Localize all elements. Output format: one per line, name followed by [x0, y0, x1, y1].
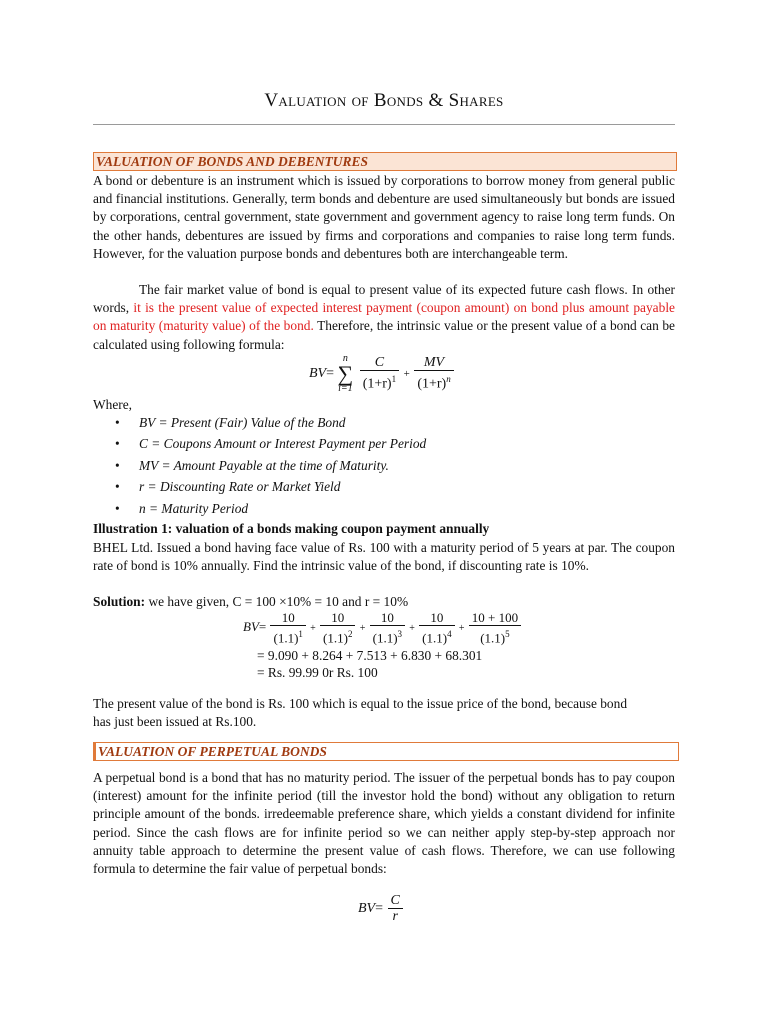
fair-value-paragraph — [93, 281, 675, 354]
maturity-term-numerator: MV — [414, 355, 453, 371]
calc-plus: + — [409, 623, 415, 635]
summation-sign — [338, 354, 354, 394]
illustration-calculation — [243, 610, 522, 646]
perp-fraction — [388, 893, 403, 925]
perpetual-paragraph: A perpetual bond is a bond that has no maturity period. The issuer of the perpetual bonds has to pay coupon (interest) amount for the infinite period (till the investor hold the bond) without any obligation to return principle amount of the bonds. irredeemable preference share, which yields a constant dividend for infinite period. Since the cash flows are for infinite period so we can neither apply step-by-step approach nor annuity table approach to determine the present value of cash flows. Therefore, we can use following formula to determine the fair value of perpetual bonds: — [93, 770, 675, 877]
calc-plus: + — [458, 623, 465, 635]
formula-lhs: BV — [309, 366, 327, 382]
calc-plus: + — [359, 623, 366, 635]
coupon-term — [360, 355, 399, 393]
calc-term: $\frac{10}{(1.1)^2}$ — [320, 610, 355, 646]
fair-value-highlight: it is the present value of expected interest payment (coupon amount) on bond plus amount payable on maturity (maturity value) of the bond. — [93, 300, 675, 334]
illustration-heading: Illustration 1: valuation of a bonds making coupon payment annually — [93, 521, 490, 536]
page-title: Valuation of Bonds & Shares — [264, 90, 504, 111]
calc-term: $\frac{10}{(1.1)^4}$ — [419, 610, 454, 646]
definition-item: • BV = Present (Fair) Value of the Bond — [93, 412, 653, 433]
definition-item: • MV = Amount Payable at the time of Maturity. — [93, 455, 653, 476]
title-divider — [93, 124, 675, 125]
bond-value-formula — [309, 354, 455, 394]
section-heading-bonds-debentures: VALUATION OF BONDS AND DEBENTURES — [93, 152, 677, 171]
coupon-term-denominator: $(1+r)^1$ — [362, 374, 397, 392]
calc-lhs: BV — [243, 619, 259, 635]
illustration-conclusion: The present value of the bond is Rs. 100 which is equal to the issue price of the bond, because bond has just been issued at Rs.100. — [93, 696, 628, 730]
sum-upper: n — [342, 353, 348, 364]
calc-term: $\frac{10 + 100}{(1.1)^5}$ — [469, 610, 521, 646]
calc-eq: = — [258, 619, 267, 635]
definition-item: • r = Discounting Rate or Market Yield — [93, 476, 653, 497]
solution-line — [93, 593, 675, 611]
formula-eq: = — [326, 366, 335, 382]
perp-numerator: C — [388, 893, 403, 909]
sum-lower: i=1 — [338, 383, 353, 394]
calc-line-2: = 9.090 + 8.264 + 7.513 + 6.830 + 68.301 — [257, 648, 483, 663]
definition-item: • C = Coupons Amount or Interest Payment per Period — [93, 433, 653, 454]
maturity-term-denominator: $(1+r)^n$ — [417, 374, 451, 392]
fair-value-text-b: Therefore, the intrinsic value or the present value of a bond can be calculated using following formula: — [93, 318, 675, 352]
intro-paragraph: A bond or debenture is an instrument which is issued by corporations to borrow money from general public and financial institutions. Generally, term bonds and debenture are used simultaneously but bonds are issued by corporations, central government, state government and government agency to raise long term funds. On the other hands, debentures are issued by firms and corporations and companies to raise long term funds. However, for the valuation purpose bonds and debentures both are interchangeable term. — [93, 173, 675, 261]
calc-term: $\frac{10}{(1.1)^1}$ — [270, 610, 305, 646]
coupon-term-numerator: C — [360, 355, 399, 371]
definitions-list — [93, 412, 653, 519]
perpetual-formula — [358, 893, 404, 925]
calc-line-3: = Rs. 99.99 0r Rs. 100 — [257, 665, 378, 680]
where-label: Where, — [93, 397, 133, 412]
formula-plus: + — [403, 368, 410, 381]
fair-value-text-a: The fair market value of bond is equal to present value of its expected future cash flows. In other words, — [93, 282, 675, 316]
definition-item: • n = Maturity Period — [93, 498, 653, 519]
calc-term: $\frac{10}{(1.1)^3}$ — [370, 610, 405, 646]
illustration-text: BHEL Ltd. Issued a bond having face value of Rs. 100 with a maturity period of 5 years at par. The coupon rate of bond is 10% annually. Find the intrinsic value of the bond, if discounting rate is 10%. — [93, 540, 675, 574]
perp-eq: = — [375, 901, 384, 917]
perp-lhs: BV — [358, 901, 376, 917]
solution-text: we have given, C = 100 ×10% = 10 and r = 10% — [145, 594, 409, 609]
sum-sigma: ∑ — [337, 361, 354, 386]
maturity-term — [414, 355, 453, 393]
section-heading-perpetual-bonds: VALUATION OF PERPETUAL BONDS — [93, 742, 679, 761]
calc-plus: + — [310, 623, 316, 635]
perp-denominator: r — [392, 909, 398, 924]
solution-label: Solution: — [93, 594, 146, 609]
